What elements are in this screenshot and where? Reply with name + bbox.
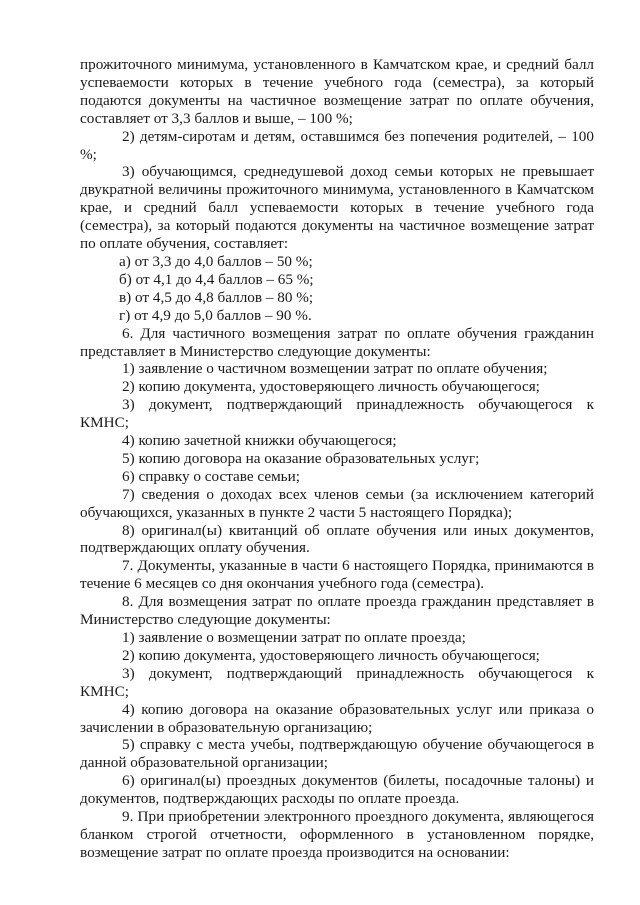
paragraph-continuation: прожиточного минимума, установленного в Камчатском крае, и средний балл успеваемости которых в течение учебного года (семестра), за который подаются документы на частичное возмещение затрат по оплате обучения, составляет от 3,3 баллов и выше, – 100 %;: [80, 56, 594, 127]
paragraph-item-3: 3) обучающимся, среднедушевой доход семьи которых не превышает двукратной величины прожиточного минимума, установленного в Камчатском крае, и средний балл успеваемости которых в течение учебного года (семестра), за который подаются документы на частичное возмещение затрат по оплате обучения, составляет:: [80, 163, 594, 253]
section-6-item-3: 3) документ, подтверждающий принадлежность обучающегося к КМНС;: [80, 396, 594, 432]
subitem-v: в) от 4,5 до 4,8 баллов – 80 %;: [119, 288, 314, 306]
section-7: 7. Документы, указанные в части 6 настоящего Порядка, принимаются в течение 6 месяцев со дня окончания учебного года (семестра).: [80, 557, 594, 593]
section-8-item-2: 2) копию документа, удостоверяющего личность обучающегося;: [122, 646, 540, 664]
section-6-item-4: 4) копию зачетной книжки обучающегося;: [122, 432, 397, 450]
section-8-item-4: 4) копию договора на оказание образовательных услуг или приказа о зачислении в образовательную организацию;: [80, 700, 594, 736]
section-8-item-1: 1) заявление о возмещении затрат по оплате проезда;: [122, 629, 466, 646]
section-8-heading: 8. Для возмещения затрат по оплате проезда гражданин представляет в Министерство следующие документы:: [80, 593, 594, 629]
subitem-b: б) от 4,1 до 4,4 баллов – 65 %;: [119, 270, 314, 288]
subitem-a: а) от 3,3 до 4,0 баллов – 50 %;: [119, 252, 313, 270]
section-6-item-2: 2) копию документа, удостоверяющего личность обучающегося;: [122, 378, 540, 396]
section-8-item-3: 3) документ, подтверждающий принадлежность обучающегося к КМНС;: [80, 664, 594, 700]
section-6-item-7: 7) сведения о доходах всех членов семьи (за исключением категорий обучающихся, указанных в пункте 2 части 5 настоящего Порядка);: [80, 485, 594, 521]
section-6-item-5: 5) копию договора на оказание образовательных услуг;: [122, 449, 480, 467]
subitem-g: г) от 4,9 до 5,0 баллов – 90 %.: [119, 306, 312, 324]
section-8-item-5: 5) справку с места учебы, подтверждающую обучение обучающегося в данной образовательной организации;: [80, 736, 594, 772]
section-6-item-1: 1) заявление о частичном возмещении затрат по оплате обучения;: [122, 360, 548, 378]
section-9: 9. При приобретении электронного проездного документа, являющегося бланком строгой отчетности, оформленного в установленном порядке, возмещение затрат по оплате проезда производится на основании:: [80, 808, 594, 861]
paragraph-item-2: 2) детям-сиротам и детям, оставшимся без попечения родителей, – 100 %;: [80, 127, 594, 163]
section-6-item-8: 8) оригинал(ы) квитанций об оплате обучения или иных документов, подтверждающих оплату обучения.: [80, 521, 594, 557]
section-6-item-6: 6) справку о составе семьи;: [122, 467, 300, 485]
section-8-item-6: 6) оригинал(ы) проездных документов (билеты, посадочные талоны) и документов, подтверждающих расходы по оплате проезда.: [80, 772, 594, 808]
section-6-heading: 6. Для частичного возмещения затрат по оплате обучения гражданин представляет в Министерство следующие документы:: [80, 324, 594, 360]
